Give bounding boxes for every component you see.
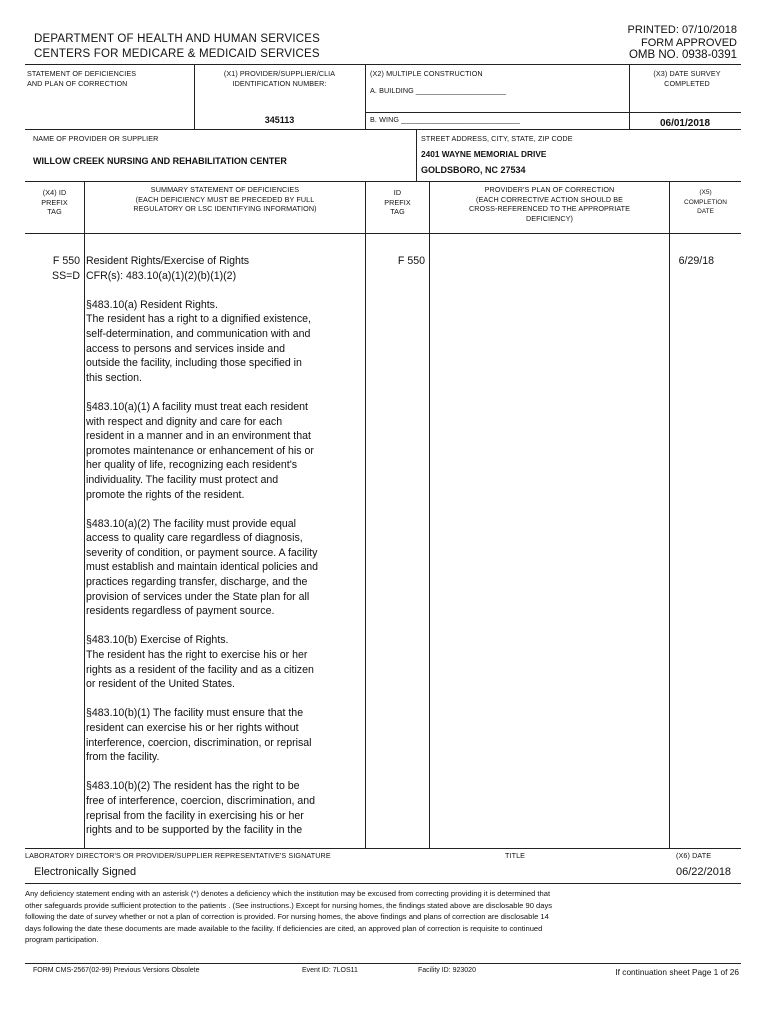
x3-value: 06/01/2018 [659,118,711,129]
date-label: (X6) DATE [676,851,712,860]
rule-disclaimer-bottom [25,963,741,964]
plan-id-tag: F 550 [397,255,425,267]
agency-line-1: DEPARTMENT OF HEALTH AND HUMAN SERVICES [34,33,320,45]
x1-label: (X1) PROVIDER/SUPPLIER/CLIA IDENTIFICATION NUMBER: [223,69,336,88]
omb-number: OMB NO. 0938-0391 [628,49,737,61]
rule-signature-bottom [25,883,741,884]
rule-building-wing [365,112,741,113]
col-summary-header: SUMMARY STATEMENT OF DEFICIENCIES (EACH DEFICIENCY MUST BE PRECEDED BY FULL REGULATORY OR LSC IDENTIFYING INFORMATION) [133,185,317,213]
regulation-text [86,298,362,838]
deficiency-title: Resident Rights/Exercise of Rights [86,255,250,267]
vline-plan [669,181,670,848]
signature-date: 06/22/2018 [676,866,732,878]
regulation-paragraph: §483.10(a)(2) The facility must provide equal access to quality care regardless of diagnosis, severity of condition, or payment source. A facility must establish and maintain identical policies and practices regarding transfer, discharge, and the provision of services under the State plan for all residents regardless of payment source. [86,517,319,618]
form-meta [628,24,737,62]
x2-label: (X2) MULTIPLE CONSTRUCTION [370,69,483,78]
statement-label: STATEMENT OF DEFICIENCIES AND PLAN OF CORRECTION [27,69,137,88]
col-x4-header: (X4) ID PREFIX TAG [41,188,68,216]
regulation-paragraph: §483.10(b) Exercise of Rights. The resident has the right to exercise his or her rights as a resident of the facility and as a citizen or resident of the United States. [86,634,314,691]
form-id: FORM CMS-2567(02-99) Previous Versions Obsolete [33,967,200,974]
wing-label: B. WING _____________________________ [370,115,520,124]
signature-value: Electronically Signed [34,866,137,878]
regulation-paragraph: §483.10(a) Resident Rights. The resident has a right to a dignified existence, self-determination, and communication with and access to persons and services inside and outside the facility, including those specified in this section. [86,298,311,384]
vline-prefix [84,181,85,848]
col-id-header: ID PREFIX TAG [384,188,411,216]
rule-provider-bottom [25,181,741,182]
building-label: A. BUILDING ______________________ [370,86,507,95]
regulation-paragraph: §483.10(b)(2) The resident has the right to be free of interference, coercion, discrimination, and reprisal from the facility in exercising his or her rights and to be supported by the facility in the [86,780,316,837]
regulation-paragraph: §483.10(a)(1) A facility must treat each resident with respect and dignity and care for each resident in a manner and in an environment that promotes maintenance or enhancement of his or her quality of life, recognizing each resident's individuality. The facility must protect and promote the rights of the resident. [86,400,314,501]
col-plan-header: PROVIDER'S PLAN OF CORRECTION (EACH CORRECTIVE ACTION SHOULD BE CROSS-REFERENCED TO THE APPROPRIATE DEFICIENCY) [468,185,631,223]
provider-label: NAME OF PROVIDER OR SUPPLIER [33,134,159,143]
col-x5-header: (X5) COMPLETION DATE [684,189,727,215]
signature-label: LABORATORY DIRECTOR'S OR PROVIDER/SUPPLIER REPRESENTATIVE'S SIGNATURE [25,851,331,860]
page-indicator: If continuation sheet Page 1 of 26 [615,967,739,977]
printed-date: PRINTED: 07/10/2018 [627,24,737,36]
title-label: TITLE [505,851,526,860]
vline-summary [365,181,366,848]
facility-id: Facility ID: 923020 [418,967,476,974]
deficiency-cfr: CFR(s): 483.10(a)(1)(2)(b)(1)(2) [86,269,237,282]
rule-info-bottom [25,129,741,130]
disclaimer: Any deficiency statement ending with an asterisk (*) denotes a deficiency which the institution may be excused from correcting providing it is determined that other safeguards provide sufficient protection to the patients . (See instructions.) Except for nursing homes, the findings stated above are disclosable 90 days following the date of survey whether or not a plan of correction is provided. For nursing homes, the above findings and plans of correction are disclosable 14 days following the date these documents are made available to the facility. If deficiencies are cited, an approved plan of correction is requisite to continued program participation. [25,889,553,944]
address-line-1: 2401 WAYNE MEMORIAL DRIVE [421,149,547,159]
form-approved: FORM APPROVED [641,36,737,49]
event-id: Event ID: 7LOS11 [302,967,358,974]
provider-name: WILLOW CREEK NURSING AND REHABILITATION CENTER [33,156,287,166]
vline-id [429,181,430,848]
rule-top [25,64,741,65]
address-label: STREET ADDRESS, CITY, STATE, ZIP CODE [421,134,573,143]
agency-header [34,32,320,62]
address-line-2: GOLDSBORO, NC 27534 [421,165,526,175]
x3-label: (X3) DATE SURVEY COMPLETED [653,69,721,88]
agency-line-2: CENTERS FOR MEDICARE & MEDICAID SERVICES [34,48,320,60]
deficiency-tag: F 550 SS=D [52,255,80,282]
x1-value: 345113 [264,115,295,125]
vline-address [416,129,417,181]
regulation-paragraph: §483.10(b)(1) The facility must ensure that the resident can exercise his or her rights without interference, coercion, discrimination, or reprisal from the facility. [86,707,312,764]
rule-colhead-bottom [25,233,741,234]
completion-date: 6/29/18 [678,255,714,267]
deficiency-summary [86,254,362,852]
vline-x2 [365,64,366,129]
